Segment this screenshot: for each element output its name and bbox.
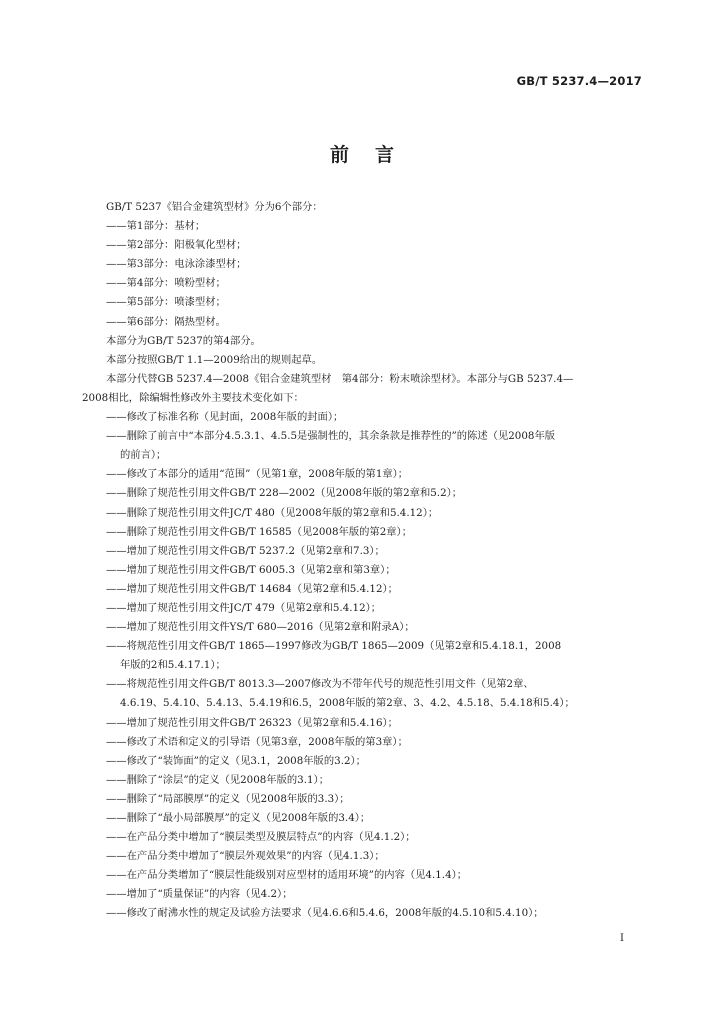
list-item: ——增加了规范性引用文件YS/T 680—2016（见第2章和附录A）； — [106, 621, 415, 634]
list-item: ——删除了“最小局部膜厚”的定义（见2008年版的3.4）； — [106, 812, 371, 824]
list-item: ——修改了标准名称（见封面，2008年版的封面）； — [106, 411, 344, 424]
list-item: ——第4部分：喷粉型材； — [106, 277, 226, 290]
list-item: ——将规范性引用文件GB/T 1865—1997修改为GB/T 1865—2009（见第2章和5.4.18.1，2008 — [106, 640, 562, 653]
page-title: 前言 — [329, 144, 420, 166]
list-item: ——删除了规范性引用文件GB/T 228—2002（见2008年版的第2章和5.2）； — [106, 487, 463, 500]
list-item: ——增加了规范性引用文件JC/T 479（见第2章和5.4.12）； — [106, 601, 382, 614]
list-item-continuation: 4.6.19、5.4.10、5.4.13、5.4.19和6.5，2008年版的第2章、3、4.2、4.5.18、5.4.18和5.4）； — [120, 697, 575, 710]
list-item: ——第3部分：电泳涂漆型材； — [106, 258, 247, 271]
foreword-body — [82, 198, 644, 924]
list-item: ——增加了规范性引用文件GB/T 26323（见第2章和5.4.16）； — [106, 716, 398, 729]
list-item: ——修改了术语和定义的引导语（见第3章，2008年版的第3章）； — [106, 735, 408, 748]
paragraph-line: 本部分为GB/T 5237的第4部分。 — [106, 334, 261, 347]
paragraph-line: 本部分按照GB/T 1.1—2009给出的规则起草。 — [106, 353, 323, 366]
list-item: ——增加了“质量保证”的内容（见4.2）； — [106, 888, 293, 901]
list-item: ——删除了“涂层”的定义（见2008年版的3.1）； — [106, 773, 330, 786]
standard-number: GB/T 5237.4—2017 — [516, 74, 642, 88]
list-item: ——第1部分：基材； — [106, 220, 206, 233]
list-item: ——删除了规范性引用文件JC/T 480（见2008年版的第2章和5.4.12）； — [106, 506, 439, 519]
list-item: ——将规范性引用文件GB/T 8013.3—2007修改为不带年代号的规范性引用文件（见第2章、 — [106, 678, 534, 691]
list-item: ——修改了本部分的适用“范围”（见第1章，2008年版的第1章）； — [106, 468, 409, 481]
paragraph-line: 本部分代替GB 5237.4—2008《铝合金建筑型材 第4部分：粉末喷涂型材》。本部分与GB 5237.4— — [106, 372, 574, 385]
list-item: ——修改了耐沸水性的规定及试验方法要求（见4.6.6和5.4.6，2008年版的4.5.10和5.4.10）； — [106, 907, 544, 920]
list-item: ——在产品分类中增加了“膜层外观效果”的内容（见4.1.3）； — [106, 850, 385, 863]
list-item: ——第2部分：阳极氧化型材； — [106, 239, 247, 252]
list-item: ——增加了规范性引用文件GB/T 5237.2（见第2章和7.3）； — [106, 544, 385, 557]
list-item: ——增加了规范性引用文件GB/T 6005.3（见第2章和第3章）； — [106, 563, 396, 576]
list-item: ——删除了“局部膜厚”的定义（见2008年版的3.3）； — [106, 792, 350, 805]
list-item: ——在产品分类增加了“膜层性能级别对应型材的适用环境”的内容（见4.1.4）； — [106, 869, 468, 882]
list-item: ——第5部分：喷漆型材； — [106, 296, 226, 309]
list-item: ——删除了规范性引用文件GB/T 16585（见2008年版的第2章）； — [106, 525, 412, 538]
list-item: ——第6部分：隔热型材。 — [106, 315, 226, 328]
page-number: I — [620, 933, 624, 944]
list-item-continuation: 年版的2和5.4.17.1）； — [120, 659, 226, 672]
list-item: ——增加了规范性引用文件GB/T 14684（见第2章和5.4.12）； — [106, 582, 398, 595]
paragraph-line: 2008相比，除编辑性修改外主要技术变化如下： — [82, 391, 304, 404]
list-item: ——在产品分类中增加了“膜层类型及膜层特点”的内容（见4.1.2）； — [106, 831, 416, 844]
list-item: ——修改了“装饰面”的定义（见3.1，2008年版的3.2）； — [106, 754, 366, 767]
list-item: ——删除了前言中“本部分4.5.3.1、4.5.5是强制性的，其余条款是推荐性的”的陈述（见2008年版 — [106, 430, 556, 443]
list-item-continuation: 的前言）； — [120, 449, 167, 462]
paragraph-line: GB/T 5237《铝合金建筑型材》分为6个部分： — [106, 201, 323, 213]
